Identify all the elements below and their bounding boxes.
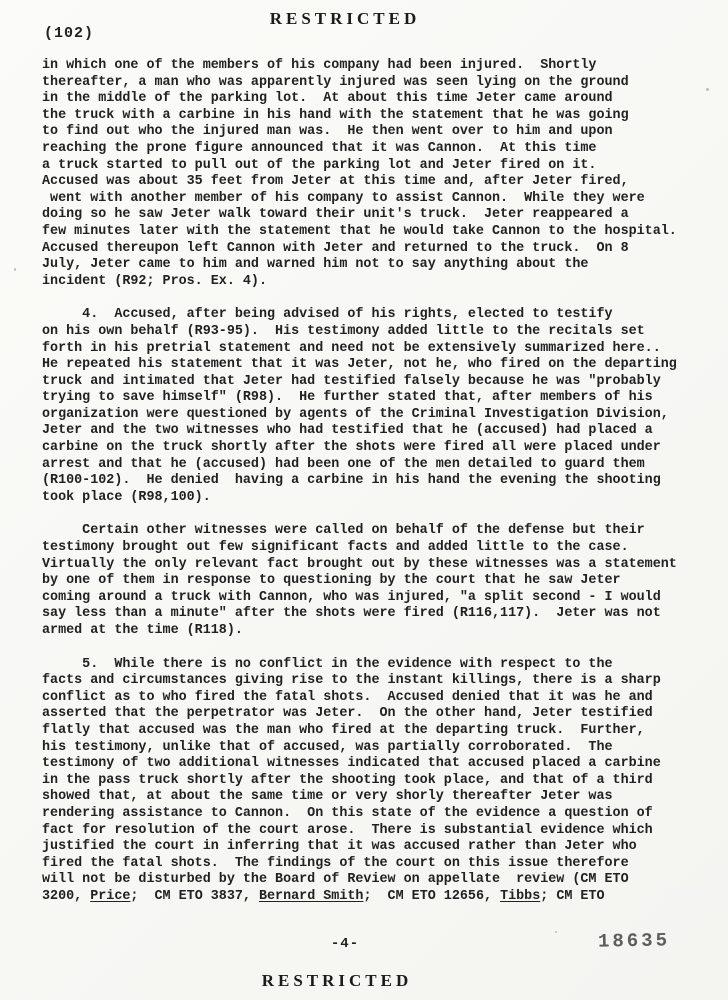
case-citation: Price <box>90 888 131 904</box>
text-line: He repeated his statement that it was Jeter, not he, who fired on the departing <box>42 357 677 373</box>
text-line: July, Jeter came to him and warned him not to say anything about the <box>42 257 589 273</box>
text-line: Accused was about 35 feet from Jeter at this time and, after Jeter fired, <box>42 174 629 190</box>
text-line: to find out who the injured man was. He then went over to him and upon <box>42 124 613 140</box>
page-number: -4- <box>330 936 360 952</box>
scan-speckle <box>706 88 709 91</box>
paragraph <box>42 307 692 506</box>
text-line: thereafter, a man who was apparently injured was seen lying on the ground <box>42 74 629 90</box>
scan-speckle <box>555 931 557 933</box>
text-line: say less than a minute" after the shots were fired (R116,117). Jeter was not <box>42 606 661 622</box>
text-line: a truck started to pull out of the parking lot and Jeter fired on it. <box>42 157 597 173</box>
text-line: Virtually the only relevant fact brought out by these witnesses was a statement <box>42 556 677 572</box>
text-line: trying to save himself" (R98). He further stated that, after members of his <box>42 390 653 406</box>
text-line: in the pass truck shortly after the shooting took place, and that of a third <box>42 772 653 788</box>
paragraph <box>42 58 692 290</box>
page-reference: (102) <box>44 25 95 42</box>
text-segment: ; CM ETO 3837, <box>130 888 259 904</box>
text-line: few minutes later with the statement that he would take Cannon to the hospital. <box>42 223 677 239</box>
classification-footer: RESTRICTED <box>261 971 413 990</box>
text-line: in the middle of the parking lot. At about this time Jeter came around <box>42 91 613 107</box>
text-line: carbine on the truck shortly after the shots were fired all were placed under <box>42 440 661 456</box>
text-line: fired the fatal shots. The findings of the court on this issue therefore <box>42 855 629 871</box>
text-line: arrest and that he (accused) had been one of the men detailed to guard them <box>42 456 645 472</box>
text-line: his testimony, unlike that of accused, was partially corroborated. The <box>42 739 613 755</box>
text-line: fact for resolution of the court arose. There is substantial evidence which <box>42 822 653 838</box>
text-line: 5. While there is no conflict in the evidence with respect to the <box>42 656 613 672</box>
paragraph <box>42 523 692 639</box>
text-line: Jeter and the two witnesses who had testified that he (accused) had placed a <box>42 423 653 439</box>
text-line: showed that, at about the same time or very shorly thereafter Jeter was <box>42 789 613 805</box>
text-line: testimony of two additional witnesses indicated that accused placed a carbine <box>42 756 661 772</box>
text-line: will not be disturbed by the Board of Review on appellate review (CM ETO <box>42 872 629 888</box>
text-segment: ; CM ETO 12656, <box>363 888 501 904</box>
text-line: 4. Accused, after being advised of his rights, elected to testify <box>42 307 613 323</box>
text-line: conflict as to who fired the fatal shots. Accused denied that it was he and <box>42 689 653 705</box>
text-line: facts and circumstances giving rise to the instant killings, there is a sharp <box>42 673 661 689</box>
text-line: asserted that the perpetrator was Jeter. On the other hand, Jeter testified <box>42 706 653 722</box>
stamp-number: 18635 <box>597 929 671 953</box>
paragraph <box>42 657 692 906</box>
text-line: flatly that accused was the man who fired at the departing truck. Further, <box>42 722 645 738</box>
text-line: forth in his pretrial statement and need not be extensively summarized here.. <box>42 340 661 356</box>
text-line: Certain other witnesses were called on behalf of the defense but their <box>42 523 645 539</box>
text-line: doing so he saw Jeter walk toward their unit's truck. Jeter reappeared a <box>42 207 629 223</box>
text-line: rendering assistance to Cannon. On this state of the evidence a question of <box>42 805 653 821</box>
text-line: truck and intimated that Jeter had testified falsely because he was "probably <box>42 373 661 389</box>
text-line: (R100-102). He denied having a carbine in his hand the evening the shooting <box>42 473 661 489</box>
text-line: justified the court in inferring that it was accused rather than Jeter who <box>42 839 637 855</box>
text-line: took place (R98,100). <box>42 489 211 505</box>
case-citation: Tibbs <box>500 888 541 904</box>
text-line: armed at the time (R118). <box>42 623 243 638</box>
text-line: by one of them in response to questioning by the court that he saw Jeter <box>42 573 621 589</box>
text-line: incident (R92; Pros. Ex. 4). <box>42 273 267 289</box>
text-line: Accused thereupon left Cannon with Jeter and returned to the truck. On 8 <box>42 240 629 256</box>
case-citation: Bernard Smith <box>258 888 364 904</box>
text-line: organization were questioned by agents of the Criminal Investigation Division, <box>42 406 669 422</box>
document-body <box>42 58 692 906</box>
text-line: coming around a truck with Cannon, who was injured, "a split second - I would <box>42 589 661 605</box>
text-line: on his own behalf (R93-95). His testimony added little to the recitals set <box>42 323 645 339</box>
text-line: testimony brought out few significant facts and added little to the case. <box>42 540 629 556</box>
text-line: the truck with a carbine in his hand with the statement that he was going <box>42 107 629 123</box>
text-line: went with another member of his company to assist Cannon. While they were <box>42 190 645 206</box>
text-line: reaching the prone figure announced that it was Cannon. At this time <box>42 140 597 156</box>
scan-speckle <box>14 268 16 271</box>
text-segment: 3200, <box>42 888 91 904</box>
text-line <box>42 889 692 906</box>
text-segment: ; CM ETO <box>540 888 605 904</box>
text-line: in which one of the members of his company had been injured. Shortly <box>42 58 597 73</box>
classification-header: RESTRICTED <box>269 9 421 28</box>
